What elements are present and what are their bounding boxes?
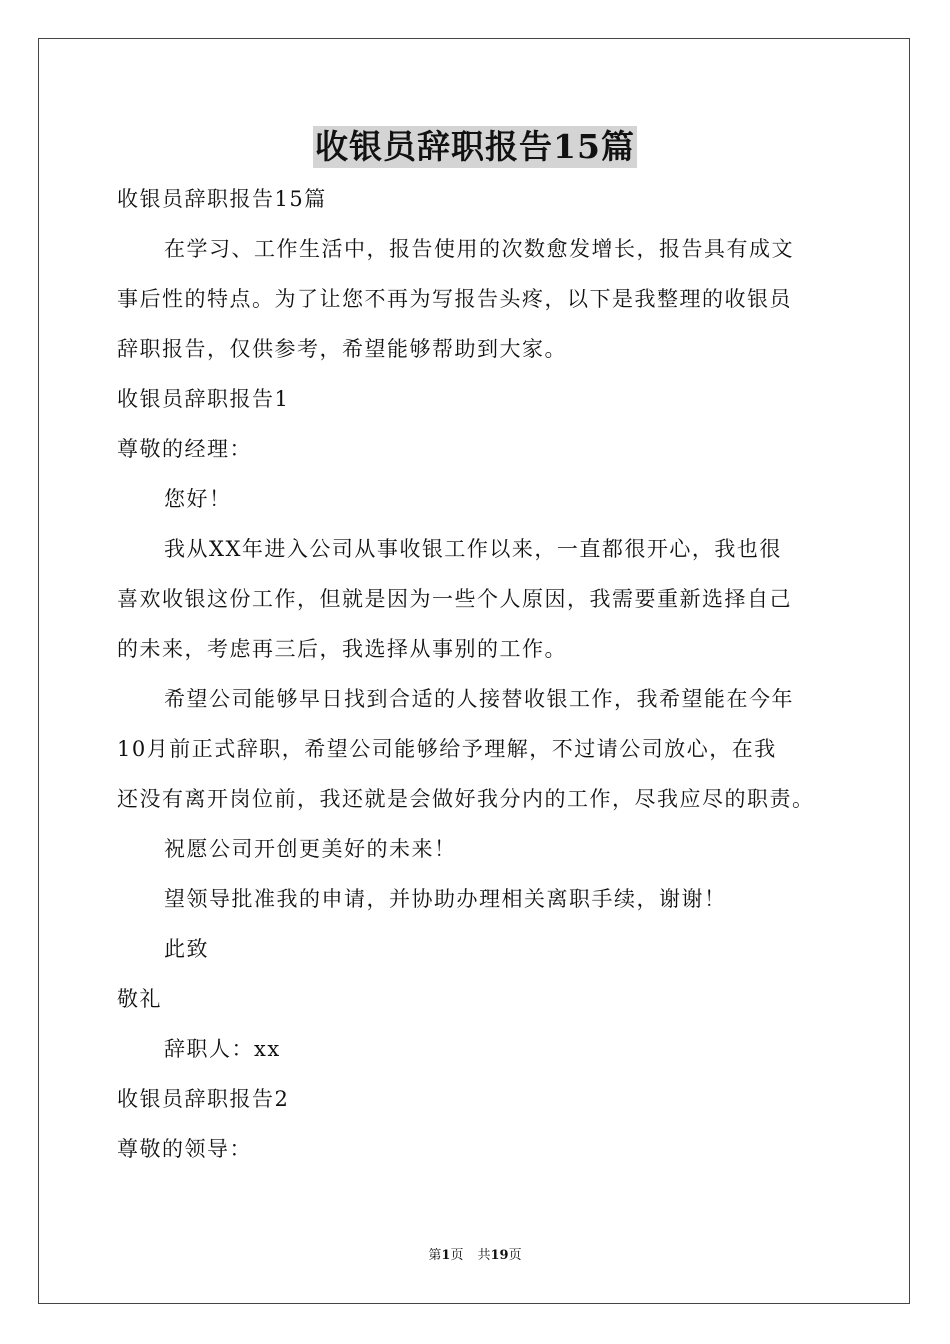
page-suffix: 页 bbox=[450, 1248, 464, 1263]
document-title: 收银员辞职报告15篇 bbox=[315, 127, 635, 166]
document-body bbox=[117, 174, 857, 1174]
page-footer bbox=[0, 1246, 950, 1266]
text-line: 收银员辞职报告15篇 bbox=[117, 187, 327, 211]
text-line: 祝愿公司开创更美好的未来！ bbox=[164, 837, 457, 861]
text-line: 望领导批准我的申请，并协助办理相关离职手续，谢谢！ bbox=[164, 887, 727, 911]
text-line: 10月前正式辞职，希望公司能够给予理解，不过请公司放心，在我 bbox=[117, 737, 777, 761]
text-line: 此致 bbox=[164, 937, 209, 961]
text-line: 辞职人：xx bbox=[164, 1037, 281, 1061]
page-prefix: 第 bbox=[428, 1248, 442, 1263]
text-line: 喜欢收银这份工作，但就是因为一些个人原因，我需要重新选择自己 bbox=[117, 587, 792, 611]
text-line: 收银员辞职报告1 bbox=[117, 387, 290, 411]
text-line: 还没有离开岗位前，我还就是会做好我分内的工作，尽我应尽的职责。 bbox=[117, 787, 815, 811]
text-line: 在学习、工作生活中，报告使用的次数愈发增长，报告具有成文 bbox=[164, 237, 794, 261]
total-pages: 19 bbox=[490, 1248, 509, 1263]
page-number: 1 bbox=[441, 1248, 451, 1263]
total-prefix: 共 bbox=[477, 1248, 491, 1263]
text-line: 敬礼 bbox=[117, 987, 162, 1011]
text-line: 收银员辞职报告2 bbox=[117, 1087, 290, 1111]
text-line: 的未来，考虑再三后，我选择从事别的工作。 bbox=[117, 637, 567, 661]
title-container bbox=[0, 126, 950, 168]
text-line: 尊敬的领导： bbox=[117, 1137, 252, 1161]
text-line: 辞职报告，仅供参考，希望能够帮助到大家。 bbox=[117, 337, 567, 361]
text-line: 尊敬的经理： bbox=[117, 437, 252, 461]
text-line: 事后性的特点。为了让您不再为写报告头疼，以下是我整理的收银员 bbox=[117, 287, 792, 311]
text-line: 我从XX年进入公司从事收银工作以来，一直都很开心，我也很 bbox=[164, 537, 782, 561]
text-line: 希望公司能够早日找到合适的人接替收银工作，我希望能在今年 bbox=[164, 687, 794, 711]
total-suffix: 页 bbox=[508, 1248, 522, 1263]
text-line: 您好！ bbox=[164, 487, 232, 511]
